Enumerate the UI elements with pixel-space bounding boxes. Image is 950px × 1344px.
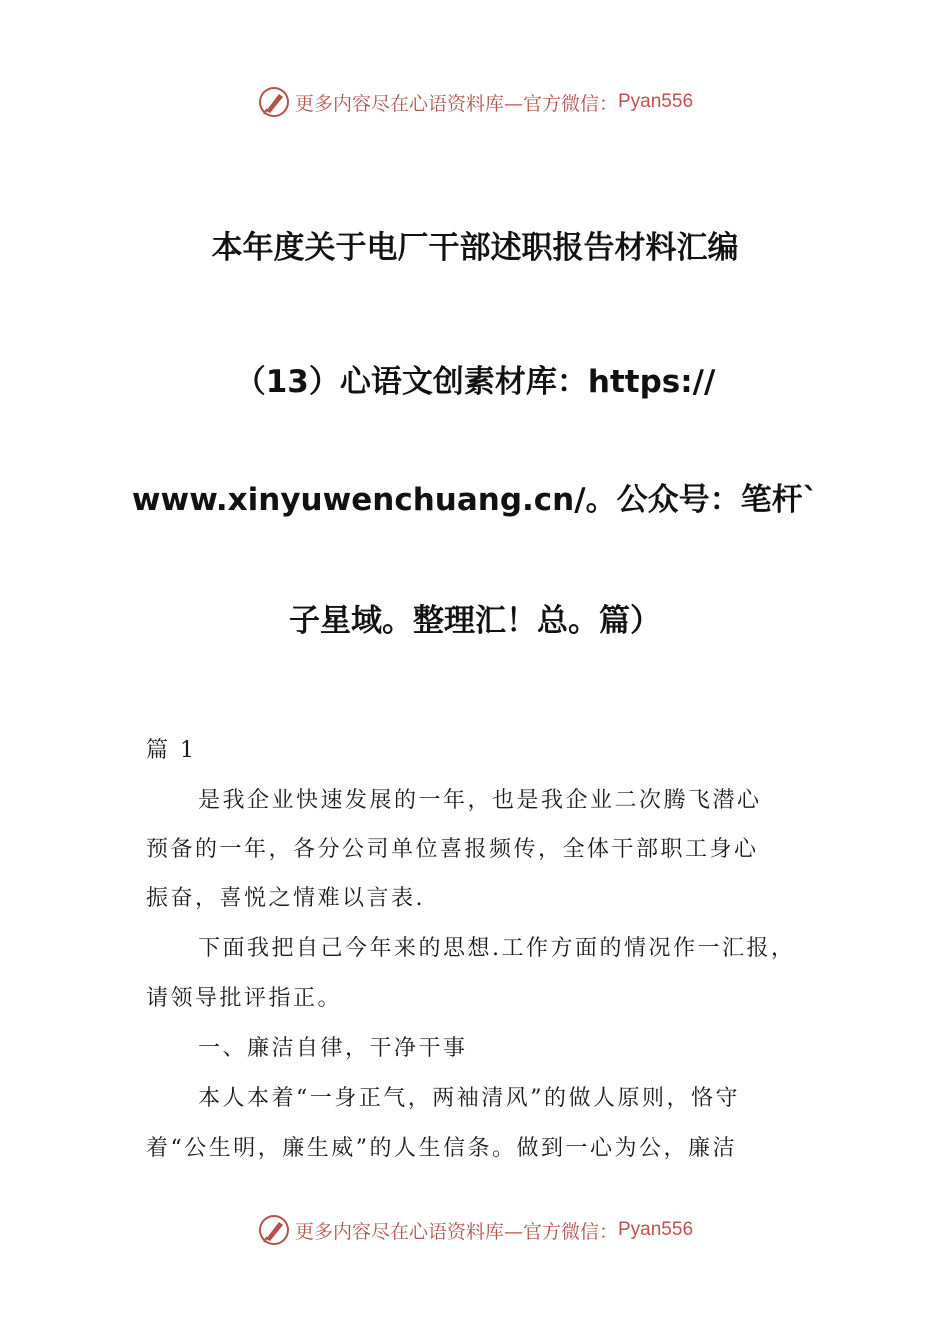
footer-watermark (0, 1210, 950, 1250)
watermark-text: 更多内容尽在心语资料库—官方微信： (294, 1220, 618, 1243)
watermark-text: 更多内容尽在心语资料库—官方微信： (294, 92, 618, 115)
quill-logo-icon (257, 85, 291, 119)
title-line-2: （13）心语文创素材库：https:// (234, 364, 716, 400)
title-line-4: 子星域。整理汇！总。篇） (289, 603, 661, 639)
title-line-3: www.xinyuwenchuang.cn/。公众号：笔杆` (131, 482, 819, 518)
header-watermark (0, 82, 950, 122)
body-line-1: 是我企业快速发展的一年，也是我企业二次腾飞潜心 (198, 788, 762, 813)
section-label: 篇 1 (146, 738, 197, 763)
watermark-code: Pyan556 (618, 1219, 694, 1240)
body-line-2: 预备的一年，各分公司单位喜报频传，全体干部职工身心 (146, 837, 759, 862)
watermark-code: Pyan556 (618, 91, 694, 112)
body-line-4: 下面我把自己今年来的思想.工作方面的情况作一汇报， (198, 936, 796, 961)
title-line-1: 本年度关于电厂干部述职报告材料汇编 (211, 230, 739, 266)
body-line-7: 本人本着“一身正气，两袖清风”的做人原则，恪守 (198, 1086, 740, 1111)
quill-logo-icon (257, 1213, 291, 1247)
body-line-6: 一、廉洁自律，干净干事 (198, 1036, 468, 1061)
body-line-5: 请领导批评指正。 (146, 986, 343, 1011)
body-line-8: 着“公生明，廉生威”的人生信条。做到一心为公，廉洁 (146, 1136, 737, 1161)
body-line-3: 振奋，喜悦之情难以言表. (146, 886, 425, 911)
